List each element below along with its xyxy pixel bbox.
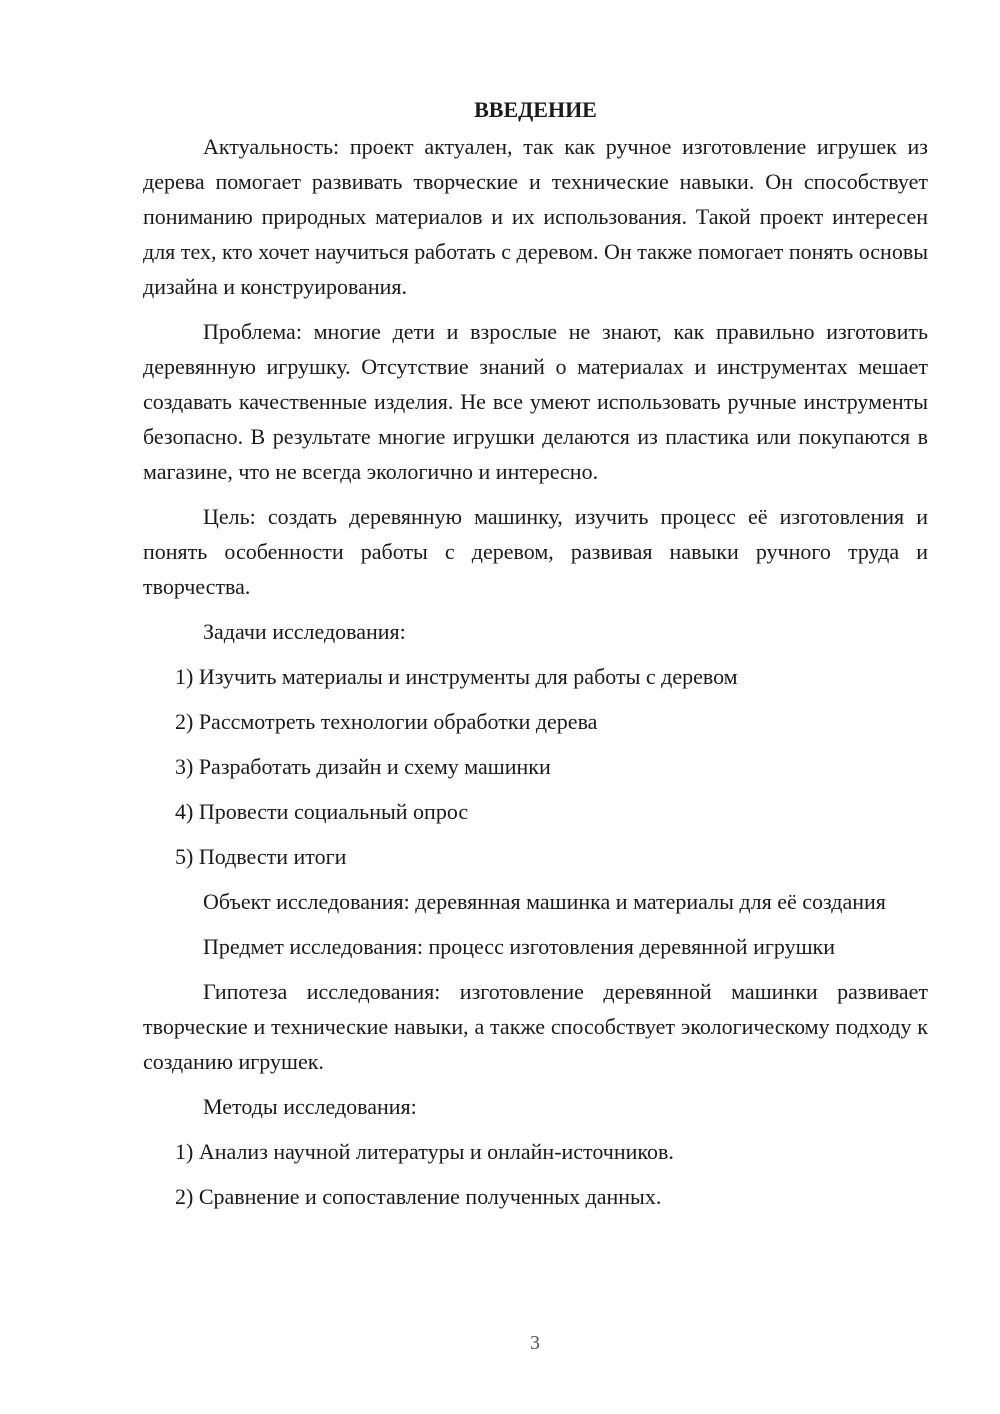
method-item: 1) Анализ научной литературы и онлайн-источников. (175, 1139, 674, 1164)
hypothesis-paragraph: Гипотеза исследования: изготовление деревянной машинки развивает творческие и технические навыки, а также способствует экологическому подходу к созданию игрушек. (143, 979, 928, 1074)
task-item: 1) Изучить материалы и инструменты для работы с деревом (175, 664, 738, 689)
task-item: 4) Провести социальный опрос (175, 799, 469, 824)
method-item: 2) Сравнение и сопоставление полученных данных. (175, 1184, 662, 1209)
task-item: 5) Подвести итоги (175, 844, 347, 869)
problem-paragraph: Проблема: многие дети и взрослые не знают, как правильно изготовить деревянную игрушку. Отсутствие знаний о материалах и инструментах мешает создавать качественные изделия. Не все умеют использовать ручные инструменты безопасно. В результате многие игрушки делаются из пластика или покупаются в магазине, что не всегда экологично и интересно. (143, 319, 928, 484)
methods-label: Методы исследования: (203, 1094, 417, 1119)
page-content (143, 92, 928, 1224)
relevance-paragraph: Актуальность: проект актуален, так как ручное изготовление игрушек из дерева помогает развивать творческие и технические навыки. Он способствует пониманию природных материалов и их использования. Такой проект интересен для тех, кто хочет научиться работать с деревом. Он также помогает понять основы дизайна и конструирования. (143, 134, 928, 299)
task-item: 3) Разработать дизайн и схему машинки (175, 754, 551, 779)
tasks-label: Задачи исследования: (203, 619, 406, 644)
page-number: 3 (530, 1332, 540, 1354)
goal-paragraph: Цель: создать деревянную машинку, изучить процесс её изготовления и понять особенности работы с деревом, развивая навыки ручного труда и творчества. (143, 504, 928, 599)
subject-paragraph: Предмет исследования: процесс изготовления деревянной игрушки (203, 934, 835, 959)
task-item: 2) Рассмотреть технологии обработки дерева (175, 709, 598, 734)
section-heading: ВВЕДЕНИЕ (474, 97, 597, 122)
object-paragraph: Объект исследования: деревянная машинка и материалы для её создания (203, 889, 886, 914)
